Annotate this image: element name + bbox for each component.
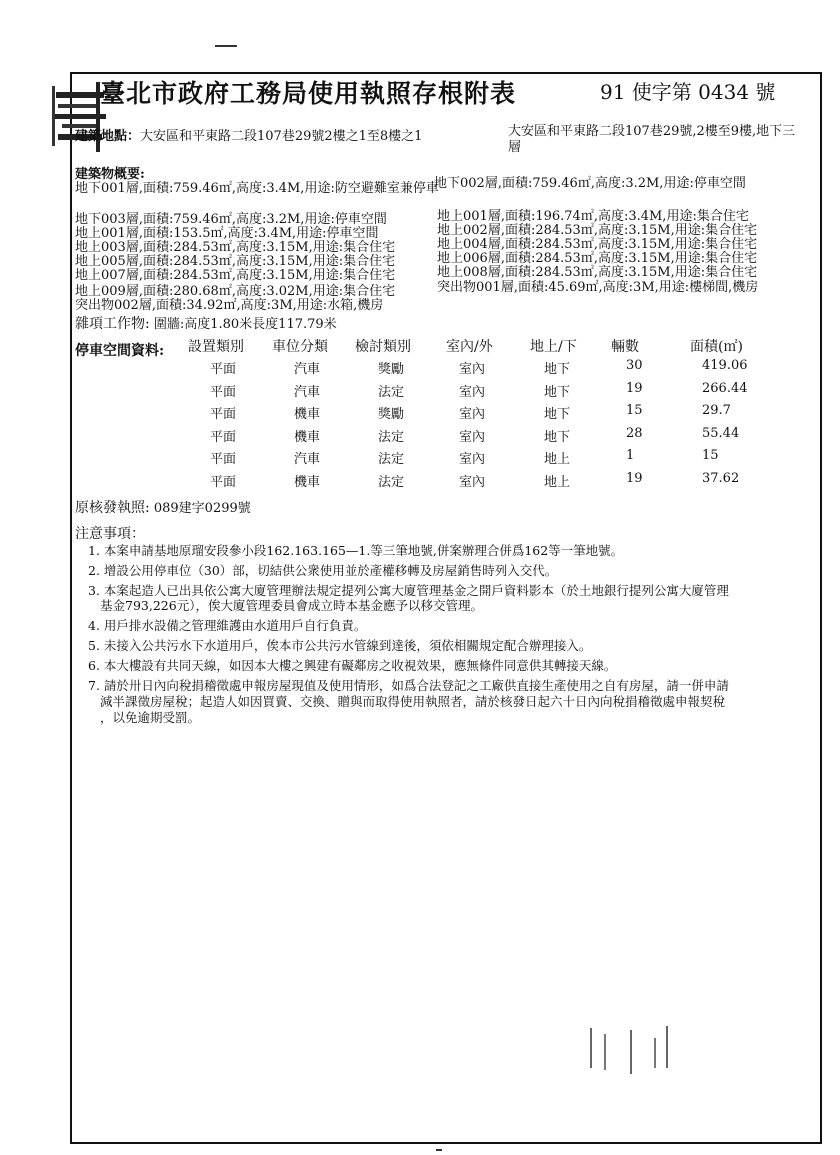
building-line: 地上004層,面積:284.53㎡,高度:3.15M,用途:集合住宅 bbox=[437, 237, 758, 252]
note-line: 3. 本案起造人已出具依公寓大廈管理辦法規定提列公寓大廈管理基金之開戶資料影本（於土地銀行提列公寓大廈管理 bbox=[88, 583, 729, 598]
parking-header: 檢討類別 bbox=[355, 339, 411, 355]
parking-cell: 汽車 bbox=[294, 452, 321, 467]
permit-number: 91 使字第 0434 號 bbox=[600, 80, 776, 104]
address-left-value: 大安區和平東路二段107巷29號2樓之1至8樓之1 bbox=[140, 129, 423, 144]
parking-cell: 法定 bbox=[378, 384, 405, 400]
misc-work-value: 圍牆:高度1.80米長度117.79米 bbox=[153, 317, 337, 332]
parking-cell: 平面 bbox=[210, 384, 237, 400]
parking-cell: 29.7 bbox=[702, 403, 731, 418]
parking-cell: 室內 bbox=[459, 452, 486, 467]
note-line: 6. 本大樓設有共同天線，如因本大樓之興建有礙鄰房之收視效果，應無條件同意供其轉接天線。 bbox=[88, 658, 617, 673]
parking-cell: 室內 bbox=[459, 429, 486, 445]
parking-header: 車位分類 bbox=[272, 339, 328, 355]
parking-cell: 266.44 bbox=[702, 380, 748, 396]
parking-header: 設置類別 bbox=[188, 339, 244, 355]
original-permit bbox=[75, 500, 251, 517]
parking-cell: 地下 bbox=[544, 362, 571, 377]
parking-header: 地上/下 bbox=[530, 339, 577, 355]
building-line: 突出物001層,面積:45.69㎡,高度:3M,用途:樓梯間,機房 bbox=[437, 280, 759, 295]
parking-cell: 室內 bbox=[459, 474, 486, 490]
parking-cell: 地下 bbox=[544, 407, 571, 422]
building-line: 地下001層,面積:759.46㎡,高度:3.4M,用途:防空避難室兼停車 bbox=[75, 181, 439, 196]
parking-cell: 獎勵 bbox=[378, 407, 405, 422]
parking-cell: 1 bbox=[626, 448, 635, 463]
note-line: 5. 未接入公共污水下水道用戶，俟本市公共污水管線到達後，須依相關規定配合辦理接入。 bbox=[88, 638, 592, 653]
parking-cell: 汽車 bbox=[294, 362, 321, 377]
parking-cell: 15 bbox=[702, 448, 719, 463]
parking-header: 室內/外 bbox=[446, 339, 493, 355]
building-line: 地上006層,面積:284.53㎡,高度:3.15M,用途:集合住宅 bbox=[437, 251, 758, 266]
parking-cell: 室內 bbox=[459, 362, 486, 377]
note-line: 4. 用戶排水設備之管理維護由水道用戶自行負責。 bbox=[88, 618, 367, 633]
parking-cell: 平面 bbox=[210, 362, 237, 377]
parking-cell: 法定 bbox=[378, 452, 405, 467]
building-line: 突出物002層,面積:34.92㎡,高度:3M,用途:水箱,機房 bbox=[75, 298, 384, 313]
parking-cell: 平面 bbox=[210, 452, 237, 467]
building-line: 地上005層,面積:284.53㎡,高度:3.15M,用途:集合住宅 bbox=[75, 254, 396, 269]
parking-cell: 28 bbox=[626, 425, 643, 441]
parking-cell: 55.44 bbox=[702, 425, 740, 441]
page-footer-mark bbox=[436, 1149, 442, 1151]
note-line: 基金793,226元），俟大廈管理委員會成立時本基金應予以移交管理。 bbox=[100, 598, 483, 613]
address-label: 建築地點： bbox=[75, 129, 141, 144]
parking-label: 停車空間資料: bbox=[75, 343, 165, 359]
building-line: 地上003層,面積:284.53㎡,高度:3.15M,用途:集合住宅 bbox=[75, 240, 396, 255]
parking-cell: 地上 bbox=[544, 474, 571, 490]
building-info-label: 建築物概要: bbox=[75, 167, 145, 182]
parking-cell: 機車 bbox=[294, 429, 321, 445]
building-line: 地上007層,面積:284.53㎡,高度:3.15M,用途:集合住宅 bbox=[75, 268, 396, 283]
address-left bbox=[75, 129, 422, 145]
parking-cell: 法定 bbox=[378, 474, 405, 490]
building-line: 地上009層,面積:280.68㎡,高度:3.02M,用途:集合住宅 bbox=[75, 284, 396, 299]
scan-noise bbox=[570, 1020, 690, 1080]
note-line: 減半課徵房屋稅；起造人如因買賣、交換、贈與而取得使用執照者，請於核發日起六十日內向稅捐稽徵處申報契稅 bbox=[100, 694, 726, 709]
misc-work-line bbox=[75, 316, 337, 333]
note-line: 1. 本案申請基地原瑠安段參小段162.163.165—1.等三筆地號,併案辦理合併爲162等一筆地號。 bbox=[88, 543, 624, 558]
parking-cell: 平面 bbox=[210, 407, 237, 422]
parking-cell: 19 bbox=[626, 380, 643, 396]
parking-cell: 機車 bbox=[294, 407, 321, 422]
building-line: 地下003層,面積:759.46㎡,高度:3.2M,用途:停車空間 bbox=[75, 212, 387, 227]
parking-cell: 30 bbox=[626, 358, 643, 373]
parking-cell: 平面 bbox=[210, 429, 237, 445]
parking-header: 面積(㎡) bbox=[690, 339, 743, 355]
note-line: 2. 增設公用停車位（30）部，切結供公衆使用並於產權移轉及房屋銷售時列入交代。 bbox=[88, 563, 558, 578]
parking-cell: 19 bbox=[626, 470, 643, 486]
page-title: 臺北市政府工務局使用執照存根附表 bbox=[100, 79, 517, 108]
parking-cell: 地下 bbox=[544, 384, 571, 400]
building-line: 地上002層,面積:284.53㎡,高度:3.15M,用途:集合住宅 bbox=[437, 223, 758, 238]
notes-title: 注意事項： bbox=[75, 526, 145, 542]
parking-cell: 平面 bbox=[210, 474, 237, 490]
building-line: 地上008層,面積:284.53㎡,高度:3.15M,用途:集合住宅 bbox=[437, 265, 758, 280]
parking-cell: 汽車 bbox=[294, 384, 321, 400]
misc-work-label: 雜項工作物: bbox=[75, 316, 150, 332]
parking-cell: 37.62 bbox=[702, 470, 740, 486]
original-permit-value: 089建字0299號 bbox=[153, 501, 251, 516]
note-line: 7. 請於卅日內向稅捐稽徵處申報房屋現值及使用情形，如爲合法登記之工廠供直接生產使用之自有房屋，請一併申請 bbox=[88, 678, 729, 693]
top-dash-mark bbox=[215, 45, 237, 47]
parking-cell: 機車 bbox=[294, 474, 321, 490]
parking-cell: 獎勵 bbox=[378, 362, 405, 377]
parking-header: 輛數 bbox=[611, 339, 639, 355]
note-line: ，以免逾期受罰。 bbox=[100, 710, 201, 725]
parking-cell: 15 bbox=[626, 403, 643, 418]
original-permit-label: 原核發執照: bbox=[75, 500, 150, 516]
building-line: 地下002層,面積:759.46㎡,高度:3.2M,用途:停車空間 bbox=[434, 176, 746, 191]
parking-cell: 地上 bbox=[544, 452, 571, 467]
building-line: 地上001層,面積:196.74㎡,高度:3.4M,用途:集合住宅 bbox=[437, 209, 749, 224]
parking-cell: 室內 bbox=[459, 407, 486, 422]
parking-cell: 419.06 bbox=[702, 358, 748, 373]
parking-cell: 室內 bbox=[459, 384, 486, 400]
parking-cell: 地下 bbox=[544, 429, 571, 445]
address-right: 大安區和平東路二段107巷29號,2樓至9樓,地下三層 bbox=[508, 124, 796, 155]
building-line: 地上001層,面積:153.5㎡,高度:3.4M,用途:停車空間 bbox=[75, 226, 379, 241]
parking-cell: 法定 bbox=[378, 429, 405, 445]
